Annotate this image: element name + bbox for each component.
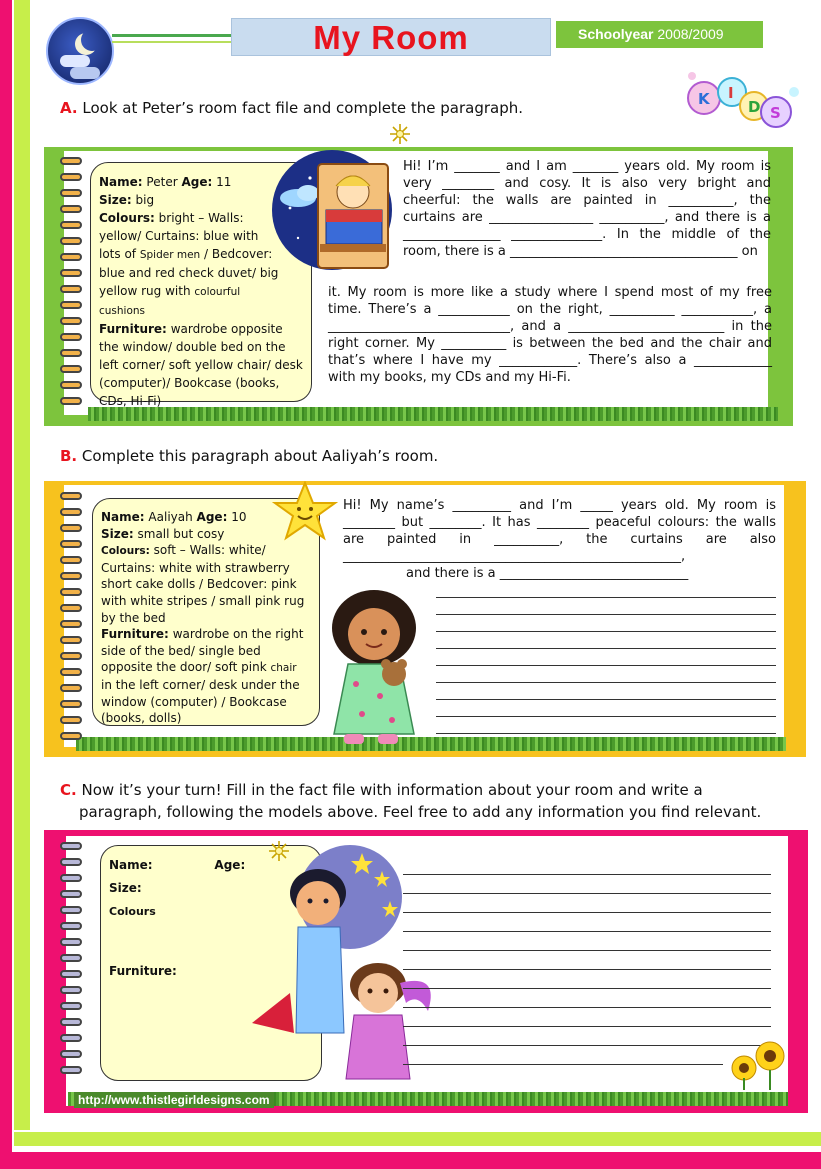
fact-age-label: Age: bbox=[196, 510, 228, 524]
fact-age-value: 11 bbox=[216, 175, 232, 189]
section-a-instruction: Look at Peter’s room fact file and complete the paragraph. bbox=[82, 99, 523, 117]
aaliyah-girl-illustration bbox=[318, 588, 434, 750]
section-c-instruction-line2: paragraph, following the models above. Feel free to add any information you find relevant. bbox=[79, 803, 762, 821]
page-border-bottom-pink bbox=[0, 1152, 821, 1169]
page-border-left-green bbox=[14, 0, 30, 1130]
fact-furniture-value: wardrobe opposite the window/ double bed on the left corner/ soft yellow chair/ desk (computer)/ Bookcase (books, CDs, Hi-Fi) bbox=[99, 322, 303, 408]
fact-furniture-label: Furniture: bbox=[109, 964, 177, 978]
section-c-heading bbox=[60, 779, 761, 823]
fact-name-value: Peter bbox=[146, 175, 178, 189]
section-b-heading bbox=[60, 447, 438, 465]
fact-colours-label: Colours: bbox=[101, 545, 150, 558]
page-border-divider bbox=[30, 1128, 821, 1130]
fact-colours-value: bright – Walls: yellow/ Curtains: blue with lots of bbox=[99, 211, 259, 261]
flower-icon bbox=[389, 123, 411, 145]
fact-furniture-value: wardrobe on the right side of the bed/ single bed opposite the door/ soft pink bbox=[101, 627, 304, 675]
fact-furniture-label: Furniture: bbox=[101, 627, 169, 642]
fact-colours-label: Colours bbox=[109, 905, 156, 918]
section-a-paragraph-bottom: it. My room is more like a study where I spend most of my free time. There’s a ___________ on the right, __________ ___________, a ____________________________, and a ________________________ in the right corner. My __________ is between the bed and the chair and that’s where I have my ____________. There’s also a ____________ with my books, my CDs and my Hi-Fi. bbox=[328, 285, 772, 385]
fact-name-label: Name: bbox=[99, 175, 143, 189]
header-rule bbox=[112, 34, 232, 37]
fact-name-label: Name: bbox=[101, 510, 145, 524]
fact-name-value: Aaliyah bbox=[148, 510, 193, 524]
fact-age-label: Age: bbox=[181, 175, 213, 189]
kids-in-pyjamas-illustration bbox=[250, 843, 450, 1093]
source-url[interactable]: http://www.thistlegirldesigns.com bbox=[74, 1092, 274, 1108]
fact-age-value: 10 bbox=[231, 510, 247, 524]
title-banner bbox=[231, 18, 551, 56]
fact-size-label: Size: bbox=[109, 881, 142, 895]
page-border-bottom-green bbox=[14, 1132, 821, 1146]
kids-letter-d: D bbox=[748, 98, 761, 116]
schoolyear-value: 2008/2009 bbox=[657, 26, 724, 42]
schoolyear-badge bbox=[556, 21, 763, 48]
header-rule-thin bbox=[112, 41, 232, 43]
section-b-instruction: Complete this paragraph about Aaliyah’s room. bbox=[81, 447, 439, 465]
fact-furniture-value2: in the left corner/ desk under the window (computer) / Bookcase (books, dolls) bbox=[101, 677, 300, 726]
section-a-paragraph-top: Hi! I’m _______ and I am _______ years old. My room is very ________ and cosy. It is also very bright and cheerful: the walls are painted in __________, the curtains are ________________ __________, and there is a _______________ ______________. In the middle of the room, there is a ___________________________________ on bbox=[403, 159, 771, 259]
page-title: My Room bbox=[313, 19, 469, 56]
fact-colours-small: Spider men bbox=[139, 249, 201, 261]
fact-colours-small2: colourful cushions bbox=[99, 286, 241, 317]
kids-bubbles-icon bbox=[682, 70, 802, 130]
page-border-left-pink bbox=[0, 0, 12, 1169]
kids-letter-s: S bbox=[770, 104, 781, 122]
sunflowers-icon bbox=[726, 1040, 790, 1090]
fact-size-label: Size: bbox=[99, 193, 132, 207]
section-a-heading bbox=[60, 99, 523, 117]
section-c-instruction-line1: Now it’s your turn! Fill in the fact file with information about your room and write a bbox=[81, 781, 703, 799]
moon-logo-icon bbox=[46, 17, 114, 85]
fact-name-label: Name: bbox=[109, 858, 153, 872]
fact-colours-value2: / Bedcover: blue and red check duvet/ big yellow rug with bbox=[99, 247, 279, 298]
schoolyear-label: Schoolyear bbox=[578, 26, 654, 42]
fact-size-value: big bbox=[135, 193, 155, 207]
smiling-star-icon bbox=[272, 481, 338, 541]
section-c-letter: C. bbox=[60, 781, 77, 799]
fact-size-value: small but cosy bbox=[137, 526, 225, 541]
fact-colours-value: soft – Walls: white/ Curtains: white with strawberry short cake dolls / Bedcover: pink with white stripes / small pink rug by the bed bbox=[101, 543, 305, 625]
section-b-paragraph-line2: and there is a _____________________________ bbox=[406, 566, 689, 581]
fact-size-label: Size: bbox=[101, 526, 134, 541]
peter-in-bed-illustration bbox=[270, 148, 400, 276]
section-a-letter: A. bbox=[60, 99, 78, 117]
fact-furniture-label: Furniture: bbox=[99, 322, 167, 336]
kids-letter-k: K bbox=[698, 90, 710, 108]
section-b-paragraph: Hi! My name’s _________ and I’m _____ years old. My room is ________ but ________. It has ________ peaceful colours: the walls are painted in __________, the curtains are also ____________________________________________________, bbox=[343, 498, 776, 564]
fact-furniture-small: chair bbox=[270, 662, 297, 675]
fact-age-label: Age: bbox=[214, 858, 246, 872]
kids-letter-i: I bbox=[728, 84, 734, 102]
section-b-letter: B. bbox=[60, 447, 78, 465]
fact-colours-label: Colours: bbox=[99, 211, 155, 225]
